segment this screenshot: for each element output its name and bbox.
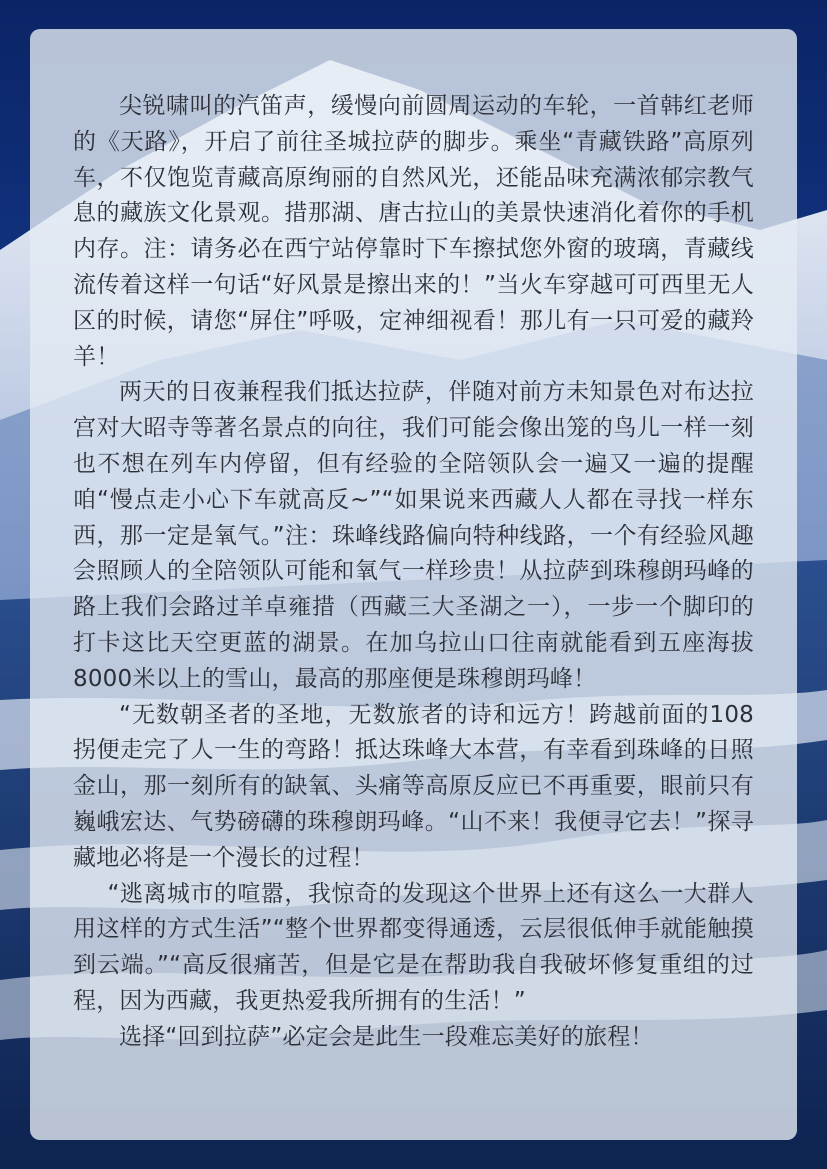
article-paragraph-4: “逃离城市的喧嚣，我惊奇的发现这个世界上还有这么一大群人用这样的方式生活”“整个世界都变得通透，云层很低伸手就能触摸到云端。”“高反很痛苦，但是它是在帮助我自我破坏修复重组的过程，因为西藏，我更热爱我所拥有的生活！” — [73, 880, 754, 1014]
article-paragraph-5: 选择“回到拉萨”必定会是此生一段难忘美好的旅程！ — [119, 1023, 654, 1050]
article-paragraph-3: “无数朝圣者的圣地，无数旅者的诗和远方！跨越前面的108拐便走完了人一生的弯路！抵达珠峰大本营，有幸看到珠峰的日照金山，那一刻所有的缺氧、头痛等高原反应已不再重要，眼前只有巍峨宏达、气势磅礴的珠穆朗玛峰。“山不来！我便寻它去！”探寻藏地必将是一个漫长的过程！ — [73, 701, 754, 871]
article-paragraph-2: 两天的日夜兼程我们抵达拉萨，伴随对前方未知景色对布达拉宫对大昭寺等著名景点的向往，我们可能会像出笼的鸟儿一样一刻也不想在列车内停留，但有经验的全陪领队会一遍又一遍的提醒咱“慢点走小心下车就高反~”“如果说来西藏人人都在寻找一样东西，那一定是氧气。”注：珠峰线路偏向特种线路，一个有经验风趣会照顾人的全陪领队可能和氧气一样珍贵！从拉萨到珠穆朗玛峰的路上我们会路过羊卓雍措（西藏三大圣湖之一），一步一个脚印的打卡这比天空更蓝的湖景。在加乌拉山口往南就能看到五座海拔8000米以上的雪山，最高的那座便是珠穆朗玛峰！ — [73, 379, 754, 692]
article-panel — [30, 29, 797, 1140]
article-paragraph-1: 尖锐啸叫的汽笛声，缓慢向前圆周运动的车轮，一首韩红老师的《天路》，开启了前往圣城拉萨的脚步。乘坐“青藏铁路”高原列车，不仅饱览青藏高原绚丽的自然风光，还能品味充满浓郁宗教气息的藏族文化景观。措那湖、唐古拉山的美景快速消化着你的手机内存。注：请务必在西宁站停靠时下车擦拭您外窗的玻璃，青藏线流传着这样一句话“好风景是擦出来的！”当火车穿越可可西里无人区的时候，请您“屏住”呼吸，定神细视看！那儿有一只可爱的藏羚羊！ — [73, 93, 754, 370]
